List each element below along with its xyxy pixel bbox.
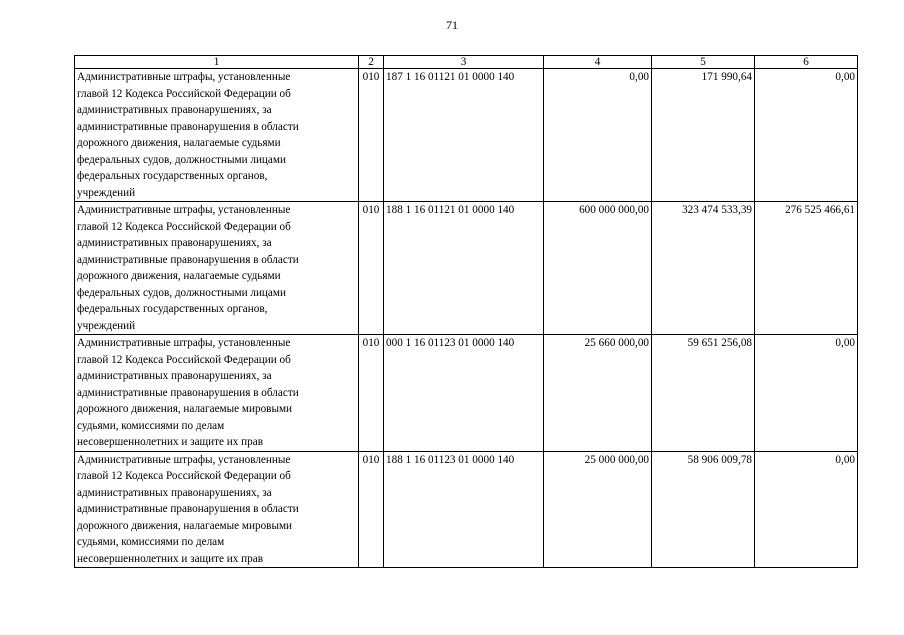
row-income-code: 188 1 16 01121 01 0000 140 xyxy=(384,202,544,335)
row-col4-value: 600 000 000,00 xyxy=(544,202,652,335)
table-header-row xyxy=(75,56,858,69)
row-col6-value: 276 525 466,61 xyxy=(755,202,858,335)
row-col6-value: 0,00 xyxy=(755,451,858,568)
row-col5-value: 58 906 009,78 xyxy=(652,451,755,568)
table-row xyxy=(75,69,858,202)
table-row xyxy=(75,451,858,568)
column-header-1: 1 xyxy=(75,56,359,69)
row-col4-value: 0,00 xyxy=(544,69,652,202)
row-col5-value: 323 474 533,39 xyxy=(652,202,755,335)
table-row xyxy=(75,202,858,335)
column-header-6: 6 xyxy=(755,56,858,69)
row-col4-value: 25 000 000,00 xyxy=(544,451,652,568)
row-income-code: 187 1 16 01121 01 0000 140 xyxy=(384,69,544,202)
row-description: Административные штрафы, установленные главой 12 Кодекса Российской Федерации об административных правонарушениях, за административные правонарушения в области дорожного движения, налагаемые судьями федеральных судов, должностными лицами федеральных государственных органов, учреждений xyxy=(75,202,359,335)
table-row xyxy=(75,335,858,452)
row-line-code: 010 xyxy=(359,335,384,452)
row-income-code: 188 1 16 01123 01 0000 140 xyxy=(384,451,544,568)
column-header-2: 2 xyxy=(359,56,384,69)
row-description: Административные штрафы, установленные главой 12 Кодекса Российской Федерации об административных правонарушениях, за административные правонарушения в области дорожного движения, налагаемые мировыми судьями, комиссиями по делам несовершеннолетних и защите их прав xyxy=(75,335,359,452)
column-header-4: 4 xyxy=(544,56,652,69)
page-number: 71 xyxy=(446,18,458,32)
row-col5-value: 171 990,64 xyxy=(652,69,755,202)
row-col6-value: 0,00 xyxy=(755,335,858,452)
column-header-5: 5 xyxy=(652,56,755,69)
column-header-3: 3 xyxy=(384,56,544,69)
row-col4-value: 25 660 000,00 xyxy=(544,335,652,452)
row-description: Административные штрафы, установленные главой 12 Кодекса Российской Федерации об административных правонарушениях, за административные правонарушения в области дорожного движения, налагаемые судьями федеральных судов, должностными лицами федеральных государственных органов, учреждений xyxy=(75,69,359,202)
row-col6-value: 0,00 xyxy=(755,69,858,202)
row-income-code: 000 1 16 01123 01 0000 140 xyxy=(384,335,544,452)
report-table xyxy=(74,55,858,568)
row-line-code: 010 xyxy=(359,69,384,202)
row-line-code: 010 xyxy=(359,202,384,335)
row-line-code: 010 xyxy=(359,451,384,568)
row-description: Административные штрафы, установленные главой 12 Кодекса Российской Федерации об административных правонарушениях, за административные правонарушения в области дорожного движения, налагаемые мировыми судьями, комиссиями по делам несовершеннолетних и защите их прав xyxy=(75,451,359,568)
row-col5-value: 59 651 256,08 xyxy=(652,335,755,452)
